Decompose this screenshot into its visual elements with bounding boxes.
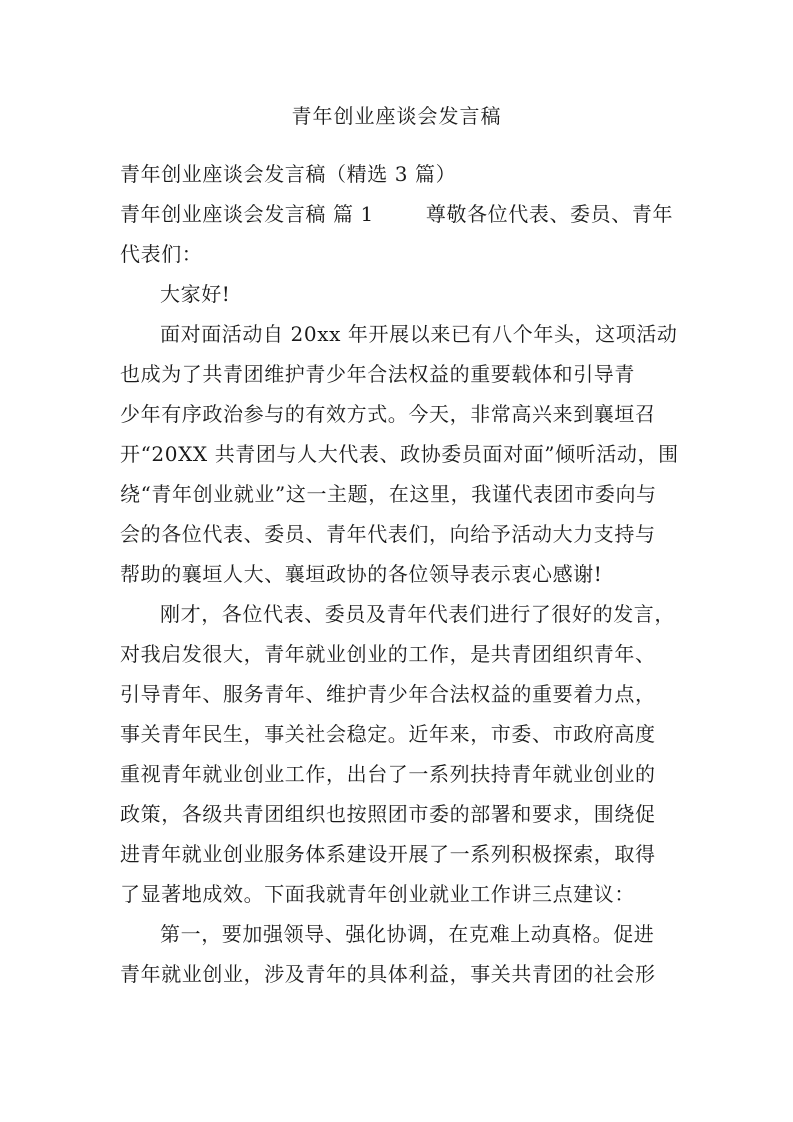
paragraph-line: 第一，要加强领导、强化协调，在克难上动真格。促进 [160, 922, 655, 946]
paragraph-line: 政策，各级共青团组织也按照团市委的部署和要求，围绕促 [120, 802, 656, 826]
paragraph-line: 进青年就业创业服务体系建设开展了一系列积极探索，取得 [120, 842, 656, 866]
paragraph-line: 事关青年民生，事关社会稳定。近年来，市委、市政府高度 [120, 722, 656, 746]
paragraph-line: 对我启发很大，青年就业创业的工作，是共青团组织青年、 [120, 642, 656, 666]
paragraph-line: 刚才，各位代表、委员及青年代表们进行了很好的发言， [160, 602, 675, 626]
paragraph-line: 青年就业创业，涉及青年的具体利益，事关共青团的社会形 [120, 962, 656, 986]
paragraph-line: 开“20XX 共青团与人大代表、政协委员面对面”倾听活动，围 [120, 442, 679, 466]
paragraph-line: 会的各位代表、委员、青年代表们，向给予活动大力支持与 [120, 522, 656, 546]
paragraph-2 [120, 594, 675, 914]
greeting: 大家好! [160, 282, 231, 306]
paragraph-1 [120, 314, 679, 594]
document-body [120, 154, 679, 994]
paragraph-line: 面对面活动自 20xx 年开展以来已有八个年头，这项活动 [160, 322, 678, 346]
salutation-part1: 尊敬各位代表、委员、青年 [425, 202, 674, 226]
paragraph-line: 绕“青年创业就业”这一主题，在这里，我谨代表团市委向与 [120, 482, 657, 506]
paragraph-line: 帮助的襄垣人大、襄垣政协的各位领导表示衷心感谢! [120, 562, 603, 586]
paragraph-line: 引导青年、服务青年、维护青少年合法权益的重要着力点， [120, 682, 656, 706]
chapter-heading: 青年创业座谈会发言稿 篇 1 [120, 202, 374, 226]
salutation-part2: 代表们： [120, 242, 203, 266]
chapter-heading-line [120, 194, 675, 234]
document-title: 青年创业座谈会发言稿 [291, 104, 502, 128]
document-subtitle: 青年创业座谈会发言稿（精选 3 篇） [120, 162, 457, 186]
paragraph-line: 了显著地成效。下面我就青年创业就业工作讲三点建议： [120, 882, 635, 906]
paragraph-line: 重视青年就业创业工作，出台了一系列扶持青年就业创业的 [120, 762, 656, 786]
paragraph-line: 少年有序政治参与的有效方式。今天，非常高兴来到襄垣召 [120, 402, 656, 426]
paragraph-3 [120, 914, 675, 994]
paragraph-line: 也成为了共青团维护青少年合法权益的重要载体和引导青 [120, 362, 635, 386]
